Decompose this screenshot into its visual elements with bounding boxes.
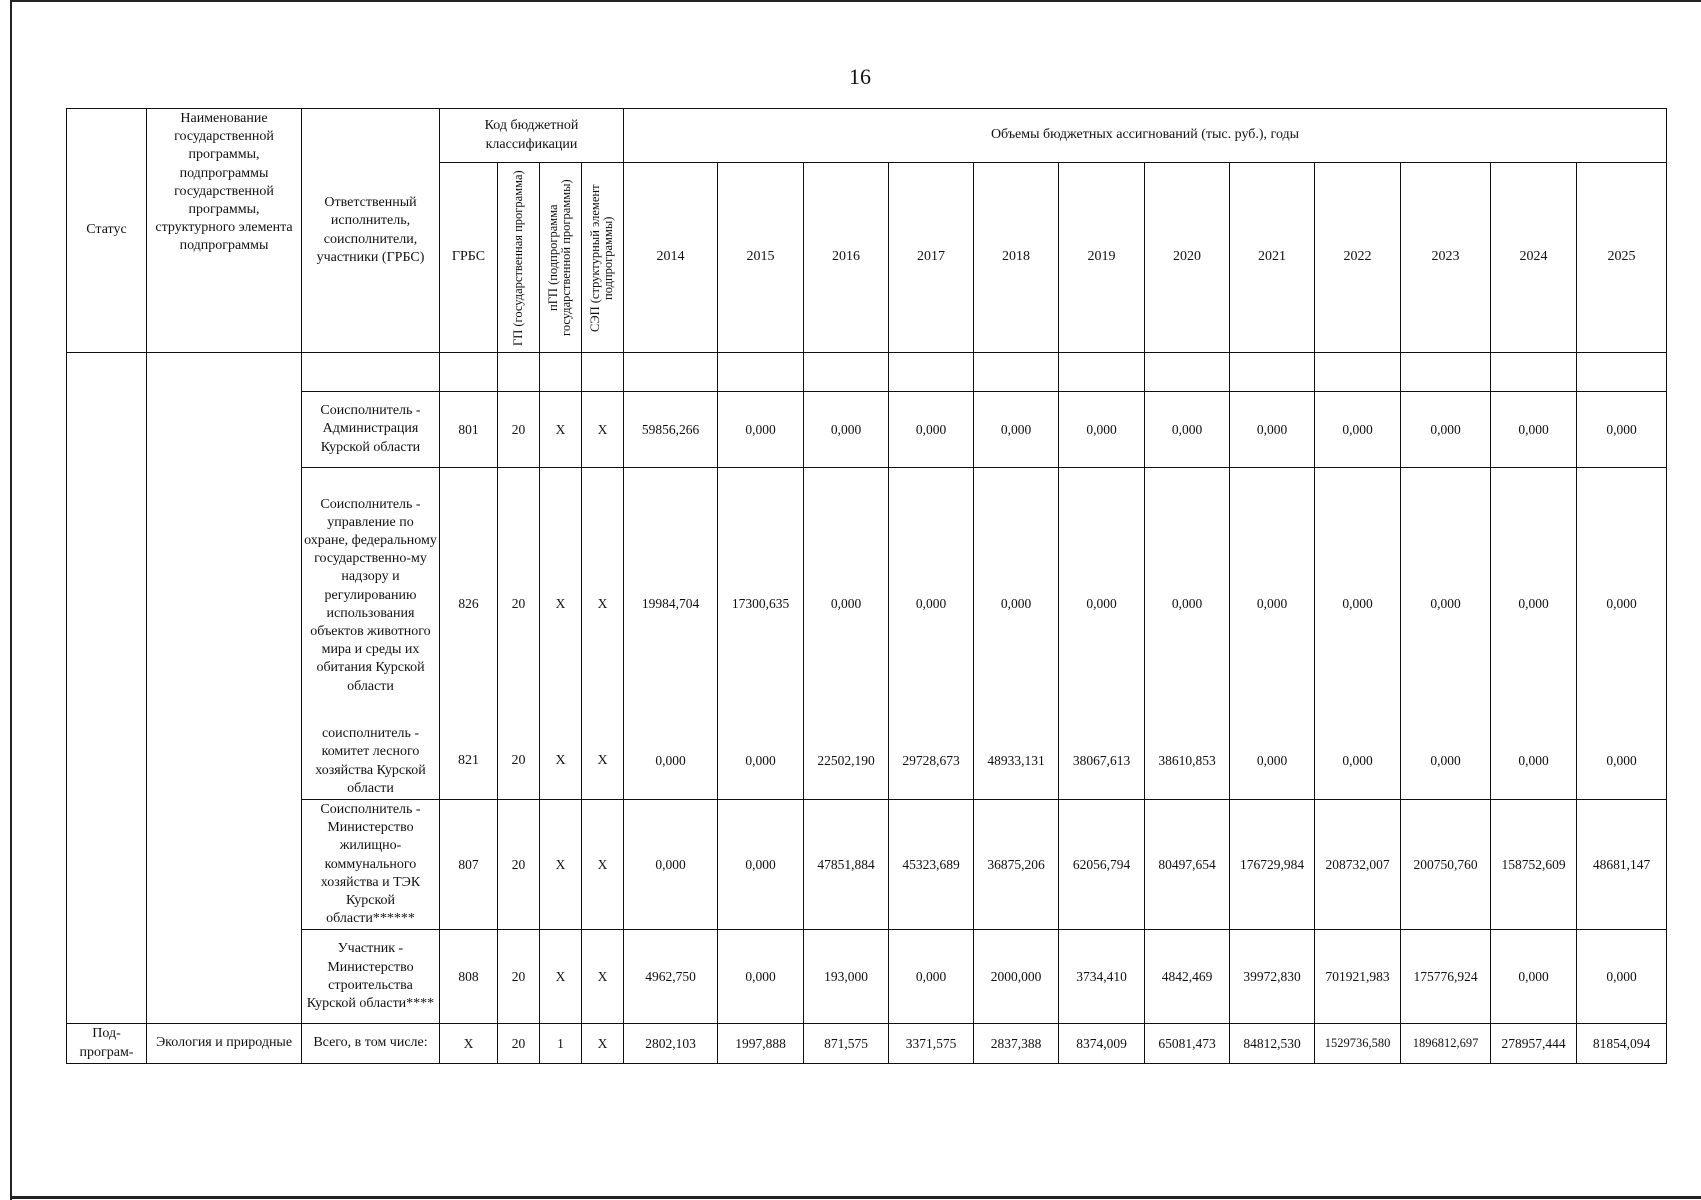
header-gp	[498, 163, 540, 353]
value-cell: 0,000	[1315, 468, 1401, 724]
header-year: 2021	[1230, 163, 1315, 353]
empty-cell	[1059, 353, 1145, 392]
value-cell: 0,000	[1401, 392, 1491, 468]
header-year: 2023	[1401, 163, 1491, 353]
status-cell: Под-програм-	[67, 1024, 147, 1063]
value-cell: 0,000	[1059, 468, 1145, 724]
pgp-cell: Х	[540, 392, 582, 468]
grbs-cell: 808	[440, 930, 498, 1024]
value-cell: 0,000	[1315, 724, 1401, 800]
header-sep	[582, 163, 624, 353]
value-cell: 0,000	[1577, 392, 1667, 468]
empty-cell	[1145, 353, 1230, 392]
sep-cell: Х	[582, 800, 624, 930]
value-cell: 47851,884	[804, 800, 889, 930]
budget-table	[66, 108, 1667, 1064]
responsible-cell: Участник - Министерство строительства Курской области****	[302, 930, 440, 1024]
value-cell: 2802,103	[624, 1024, 718, 1063]
value-cell: 3371,575	[889, 1024, 974, 1063]
table-row	[67, 468, 1667, 724]
value-cell: 0,000	[1577, 724, 1667, 800]
empty-cell	[624, 353, 718, 392]
value-cell: 208732,007	[1315, 800, 1401, 930]
value-cell: 0,000	[624, 800, 718, 930]
pgp-cell: Х	[540, 800, 582, 930]
value-cell: 0,000	[1491, 392, 1577, 468]
value-cell: 1997,888	[718, 1024, 804, 1063]
empty-cell	[1401, 353, 1491, 392]
header-year: 2018	[974, 163, 1059, 353]
empty-cell	[540, 353, 582, 392]
value-cell: 48681,147	[1577, 800, 1667, 930]
value-cell: 29728,673	[889, 724, 974, 800]
gp-cell: 20	[498, 800, 540, 930]
empty-cell	[1315, 353, 1401, 392]
value-cell: 0,000	[889, 392, 974, 468]
empty-cell	[582, 353, 624, 392]
gp-cell: 20	[498, 930, 540, 1024]
value-cell: 84812,530	[1230, 1024, 1315, 1063]
value-cell: 0,000	[974, 468, 1059, 724]
value-cell: 0,000	[718, 392, 804, 468]
grbs-cell: 821	[440, 724, 498, 800]
value-cell: 4962,750	[624, 930, 718, 1024]
value-cell: 176729,984	[1230, 800, 1315, 930]
value-cell: 0,000	[624, 724, 718, 800]
header-status: Статус	[67, 109, 147, 353]
header-program-name: Наименование государственной программы, подпрограммы государственной программы, структурного элемента подпрограммы	[147, 109, 302, 353]
gp-cell: 20	[498, 1024, 540, 1063]
empty-cell	[1230, 353, 1315, 392]
value-cell: 0,000	[889, 930, 974, 1024]
header-year: 2025	[1577, 163, 1667, 353]
grbs-cell: 807	[440, 800, 498, 930]
header-year: 2024	[1491, 163, 1577, 353]
value-cell: 3734,410	[1059, 930, 1145, 1024]
value-cell: 81854,094	[1577, 1024, 1667, 1063]
header-budget-code: Код бюджетной классификации	[440, 109, 624, 163]
value-cell: 0,000	[1577, 468, 1667, 724]
value-cell: 0,000	[1491, 724, 1577, 800]
pgp-cell: Х	[540, 930, 582, 1024]
value-cell: 62056,794	[1059, 800, 1145, 930]
value-cell: 80497,654	[1145, 800, 1230, 930]
value-cell: 0,000	[1491, 468, 1577, 724]
sep-cell: Х	[582, 1024, 624, 1063]
header-year: 2017	[889, 163, 974, 353]
value-cell: 158752,609	[1491, 800, 1577, 930]
value-cell: 38067,613	[1059, 724, 1145, 800]
table-row	[67, 930, 1667, 1024]
value-cell: 193,000	[804, 930, 889, 1024]
value-cell: 0,000	[1145, 392, 1230, 468]
header-year: 2020	[1145, 163, 1230, 353]
responsible-cell: Соисполнитель - Министерство жилищно-коммунального хозяйства и ТЭК Курской области******	[302, 800, 440, 930]
value-cell: 19984,704	[624, 468, 718, 724]
table-row-empty	[67, 353, 1667, 392]
header-volumes: Объемы бюджетных ассигнований (тыс. руб.), годы	[624, 109, 1667, 163]
pgp-cell: Х	[540, 724, 582, 800]
value-cell: 48933,131	[974, 724, 1059, 800]
empty-cell	[440, 353, 498, 392]
value-cell: 0,000	[1577, 930, 1667, 1024]
value-cell: 0,000	[1491, 930, 1577, 1024]
pgp-cell: Х	[540, 468, 582, 724]
value-cell: 39972,830	[1230, 930, 1315, 1024]
empty-cell	[1491, 353, 1577, 392]
gp-cell: 20	[498, 724, 540, 800]
value-cell: 0,000	[718, 724, 804, 800]
empty-cell	[302, 353, 440, 392]
table-row-subprogram	[67, 1024, 1667, 1063]
value-cell: 278957,444	[1491, 1024, 1577, 1063]
header-gp-label: ГП (государственная программа)	[510, 169, 525, 346]
value-cell: 0,000	[718, 800, 804, 930]
sep-cell: Х	[582, 724, 624, 800]
responsible-cell: Соисполнитель - Администрация Курской области	[302, 392, 440, 468]
header-responsible: Ответственный исполнитель, соисполнители, участники (ГРБС)	[302, 109, 440, 353]
value-cell: 175776,924	[1401, 930, 1491, 1024]
header-pgp	[540, 163, 582, 353]
responsible-cell: Соисполнитель - управление по охране, федеральному государственно-му надзору и регулированию использования объектов животного мира и среды их обитания Курской области	[302, 468, 440, 724]
grbs-cell: 801	[440, 392, 498, 468]
value-cell: 0,000	[889, 468, 974, 724]
scan-border-top	[10, 0, 1701, 2]
value-cell: 1896812,697	[1401, 1024, 1491, 1063]
value-cell: 0,000	[718, 930, 804, 1024]
empty-cell	[974, 353, 1059, 392]
program-name-cell	[147, 353, 302, 1024]
empty-cell	[718, 353, 804, 392]
sep-cell: Х	[582, 392, 624, 468]
empty-cell	[804, 353, 889, 392]
sep-cell: Х	[582, 930, 624, 1024]
value-cell: 0,000	[1230, 468, 1315, 724]
value-cell: 38610,853	[1145, 724, 1230, 800]
header-year: 2016	[804, 163, 889, 353]
value-cell: 59856,266	[624, 392, 718, 468]
sep-cell: Х	[582, 468, 624, 724]
value-cell: 4842,469	[1145, 930, 1230, 1024]
value-cell: 701921,983	[1315, 930, 1401, 1024]
table-row	[67, 392, 1667, 468]
empty-cell	[889, 353, 974, 392]
status-cell	[67, 353, 147, 1024]
value-cell: 36875,206	[974, 800, 1059, 930]
value-cell: 45323,689	[889, 800, 974, 930]
responsible-cell: соисполнитель - комитет лесного хозяйства Курской области	[302, 724, 440, 800]
value-cell: 0,000	[974, 392, 1059, 468]
value-cell: 1529736,580	[1315, 1024, 1401, 1063]
gp-cell: 20	[498, 392, 540, 468]
value-cell: 200750,760	[1401, 800, 1491, 930]
value-cell: 871,575	[804, 1024, 889, 1063]
gp-cell: 20	[498, 468, 540, 724]
value-cell: 2000,000	[974, 930, 1059, 1024]
value-cell: 0,000	[804, 392, 889, 468]
grbs-cell: 826	[440, 468, 498, 724]
scan-border-left	[10, 0, 12, 1200]
header-year: 2015	[718, 163, 804, 353]
value-cell: 0,000	[1315, 392, 1401, 468]
header-grbs: ГРБС	[440, 163, 498, 353]
value-cell: 0,000	[1401, 724, 1491, 800]
value-cell: 0,000	[1145, 468, 1230, 724]
program-name-cell: Экология и природные	[147, 1024, 302, 1063]
table-row	[67, 724, 1667, 800]
header-year: 2014	[624, 163, 718, 353]
value-cell: 0,000	[1230, 724, 1315, 800]
scan-border-bottom	[10, 1196, 1701, 1199]
header-year: 2022	[1315, 163, 1401, 353]
responsible-cell: Всего, в том числе:	[302, 1024, 440, 1063]
grbs-cell: Х	[440, 1024, 498, 1063]
empty-cell	[1577, 353, 1667, 392]
value-cell: 0,000	[1059, 392, 1145, 468]
value-cell: 65081,473	[1145, 1024, 1230, 1063]
table-row	[67, 800, 1667, 930]
value-cell: 0,000	[1230, 392, 1315, 468]
value-cell: 8374,009	[1059, 1024, 1145, 1063]
header-year: 2019	[1059, 163, 1145, 353]
pgp-cell: 1	[540, 1024, 582, 1063]
value-cell: 0,000	[1401, 468, 1491, 724]
empty-cell	[498, 353, 540, 392]
header-pgp-label: пГП (подпрограмма государственной программы)	[546, 179, 574, 336]
value-cell: 2837,388	[974, 1024, 1059, 1063]
value-cell: 22502,190	[804, 724, 889, 800]
value-cell: 0,000	[804, 468, 889, 724]
page-number: 16	[849, 64, 871, 89]
header-sep-label: СЭП (структурный элемент подпрограммы)	[588, 183, 616, 332]
value-cell: 17300,635	[718, 468, 804, 724]
